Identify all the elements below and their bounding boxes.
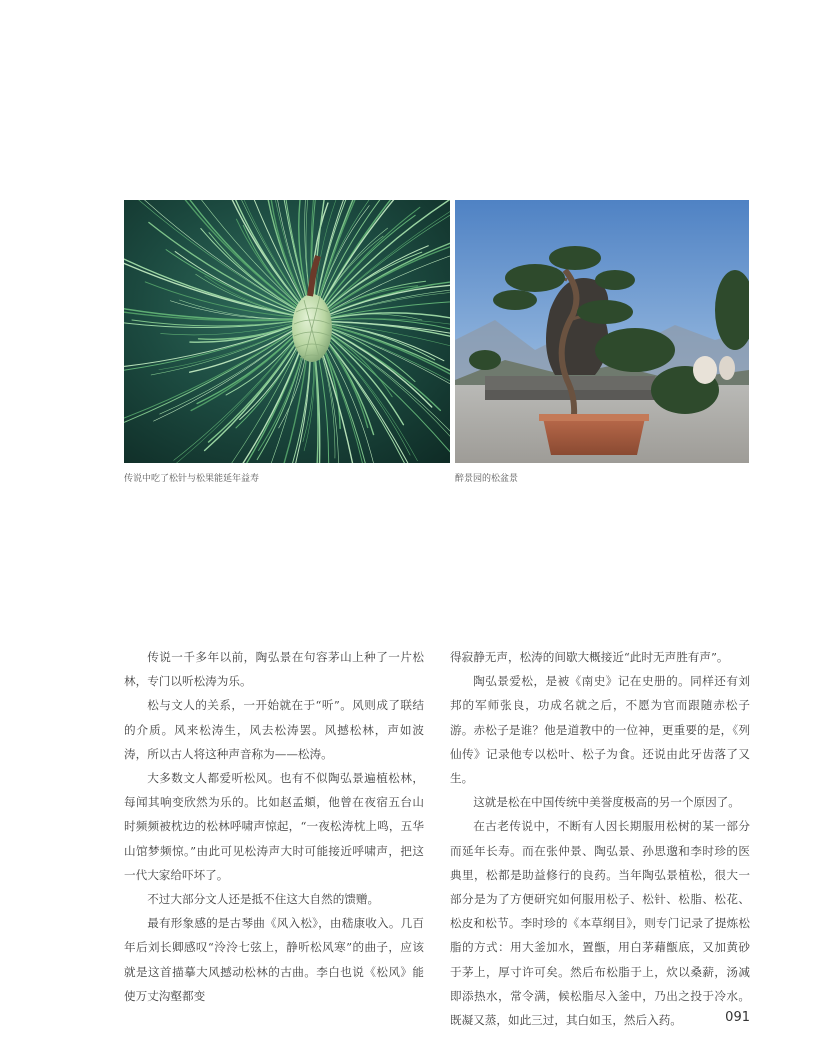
- paragraph: 得寂静无声，松涛的间歇大概接近“此时无声胜有声”。: [450, 650, 729, 664]
- pine-needles-image: [124, 200, 450, 463]
- paragraph: 不过大部分文人还是抵不住这大自然的馈赠。: [147, 892, 380, 907]
- figure-caption-left: 传说中吃了松针与松果能延年益寿: [124, 474, 260, 484]
- pine-bonsai-photo: [455, 200, 749, 463]
- pine-bonsai-image: [455, 200, 749, 463]
- text-column-left: [124, 645, 424, 1008]
- page-number: 091: [725, 1010, 750, 1025]
- paragraph: 最有形象感的是古琴曲《风入松》，由嵇康收入。几百年后刘长卿感叹“泠泠七弦上，静听松风寒”的曲子，应该就是这首描摹大风撼动松林的古曲。李白也说《松风》能使万丈沟壑都变: [124, 916, 424, 1003]
- paragraph: 这就是松在中国传统中美誉度极高的另一个原因了。: [473, 795, 740, 810]
- paragraph: 在古老传说中，不断有人因长期服用松树的某一部分而延年长寿。而在张仲景、陶弘景、孙思邈和李时珍的医典里，松都是助益修行的良药。当年陶弘景植松，很大一部分是为了方便研究如何服用松子、松针、松脂、松花、松皮和松节。李时珍的《本草纲目》，则专门记录了提炼松脂的方式：用大釜加水，置甑，用白茅藉甑底，又加黄砂于茅上，厚寸许可矣。然后布松脂于上，炊以桑薪，汤减即添热水，常令满，候松脂尽入釜中，乃出之投于冷水。既凝又蒸，如此三过，其白如玉，然后入药。: [450, 819, 750, 1028]
- paragraph: 大多数文人都爱听松风。也有不似陶弘景遍植松林，每闻其响变欣然为乐的。比如赵孟頫，他曾在夜宿五台山时频频被枕边的松林呼啸声惊起，“一夜松涛枕上鸣，五华山馆梦频惊。”由此可见松涛声大时可能接近呼啸声，把这一代大家给吓坏了。: [124, 771, 424, 882]
- paragraph: 传说一千多年以前，陶弘景在句容茅山上种了一片松林，专门以听松涛为乐。: [124, 650, 424, 689]
- text-column-right: [450, 645, 750, 1032]
- paragraph: 陶弘景爱松，是被《南史》记在史册的。同样还有刘邦的军师张良，功成名就之后，不愿为官而跟随赤松子游。赤松子是谁？他是道教中的一位神，更重要的是，《列仙传》记录他专以松叶、松子为食。还说由此牙齿落了又生。: [450, 674, 750, 786]
- pine-needles-photo: [124, 200, 450, 463]
- figure-caption-right: 醉景园的松盆景: [455, 474, 519, 484]
- paragraph: 松与文人的关系，一开始就在于“听”。风则成了联结的介质。风来松涛生，风去松涛罢。风撼松林，声如波涛，所以古人将这种声音称为——松涛。: [124, 698, 424, 761]
